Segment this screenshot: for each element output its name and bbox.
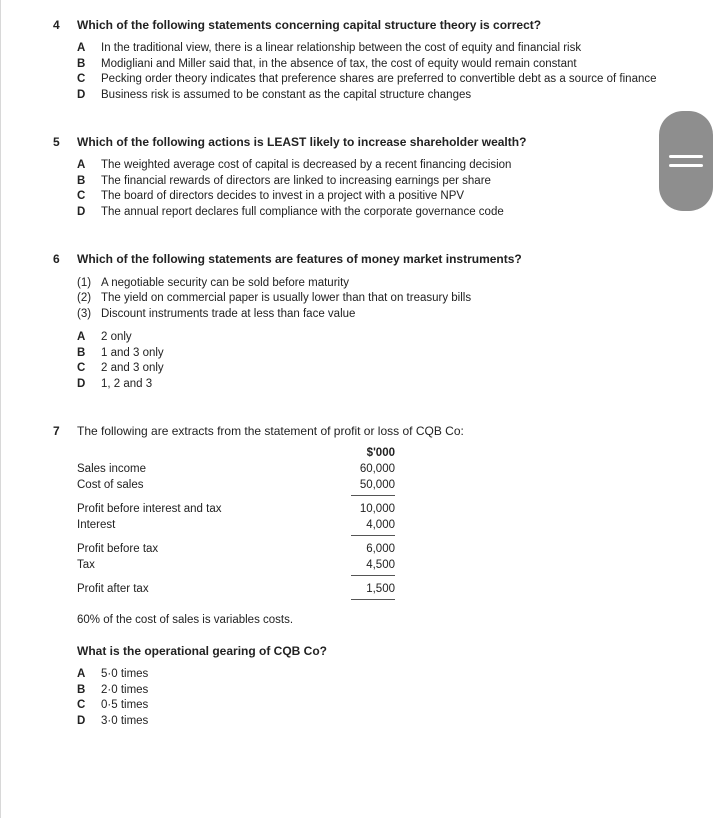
question-note: 60% of the cost of sales is variables costs. bbox=[77, 614, 294, 626]
option-text: 2 and 3 only bbox=[101, 362, 164, 374]
option-letter: B bbox=[77, 58, 86, 70]
option-letter: A bbox=[77, 331, 86, 343]
option-letter: D bbox=[77, 378, 86, 390]
option-letter: B bbox=[77, 684, 86, 696]
question-number: 4 bbox=[53, 18, 60, 32]
question-intro: The following are extracts from the statement of profit or loss of CQB Co: bbox=[77, 424, 464, 438]
table-row-value: 50,000 bbox=[359, 479, 395, 491]
option-c[interactable] bbox=[77, 697, 148, 713]
statement-3 bbox=[77, 306, 355, 322]
option-text: 1 and 3 only bbox=[101, 347, 164, 359]
table-row-value: 60,000 bbox=[359, 463, 395, 475]
option-b[interactable] bbox=[77, 56, 577, 72]
option-text: 5·0 times bbox=[101, 668, 149, 680]
option-a[interactable] bbox=[77, 666, 148, 682]
option-letter: C bbox=[77, 190, 86, 202]
option-text: In the traditional view, there is a linear relationship between the cost of equity and financial risk bbox=[101, 42, 582, 54]
table-header: $'000 bbox=[366, 447, 395, 459]
option-letter: C bbox=[77, 362, 86, 374]
option-b[interactable] bbox=[77, 173, 491, 189]
option-letter: A bbox=[77, 159, 86, 171]
option-text: 1, 2 and 3 bbox=[101, 378, 153, 390]
statement-number: (1) bbox=[77, 277, 92, 289]
option-d[interactable] bbox=[77, 713, 148, 729]
statement-text: Discount instruments trade at less than face value bbox=[101, 308, 356, 320]
table-row-value: 1,500 bbox=[366, 583, 395, 595]
table-value-column bbox=[351, 445, 395, 615]
option-text: The financial rewards of directors are linked to increasing earnings per share bbox=[101, 175, 491, 187]
option-text: 2·0 times bbox=[101, 684, 149, 696]
statement-text: A negotiable security can be sold before maturity bbox=[101, 277, 350, 289]
table-row-value: 4,500 bbox=[366, 559, 395, 571]
question-text: What is the operational gearing of CQB Co? bbox=[77, 644, 328, 658]
option-text: Business risk is assumed to be constant as the capital structure changes bbox=[101, 89, 472, 101]
option-letter: A bbox=[77, 42, 86, 54]
table-row-value: 4,000 bbox=[366, 519, 395, 531]
statement-text: The yield on commercial paper is usually lower than that on treasury bills bbox=[101, 292, 472, 304]
option-text: 3·0 times bbox=[101, 715, 149, 727]
question-number: 5 bbox=[53, 135, 60, 149]
option-text: Modigliani and Miller said that, in the absence of tax, the cost of equity would remain constant bbox=[101, 58, 577, 70]
option-a[interactable] bbox=[77, 329, 132, 345]
table-row-label: Profit after tax bbox=[77, 583, 149, 595]
option-text: The board of directors decides to invest in a project with a positive NPV bbox=[101, 190, 465, 202]
option-c[interactable] bbox=[77, 71, 657, 87]
option-d[interactable] bbox=[77, 376, 152, 392]
table-row-value: 10,000 bbox=[359, 503, 395, 515]
question-text: Which of the following statements concerning capital structure theory is correct? bbox=[77, 18, 542, 32]
option-b[interactable] bbox=[77, 345, 164, 361]
statement-number: (3) bbox=[77, 308, 92, 320]
total-rule bbox=[351, 599, 395, 600]
table-row-label: Interest bbox=[77, 519, 116, 531]
page-edge bbox=[0, 0, 1, 818]
subtotal-rule bbox=[351, 575, 395, 576]
option-text: The weighted average cost of capital is decreased by a recent financing decision bbox=[101, 159, 512, 171]
option-d[interactable] bbox=[77, 204, 504, 220]
option-a[interactable] bbox=[77, 157, 511, 173]
table-row-label: Cost of sales bbox=[77, 479, 144, 491]
option-letter: D bbox=[77, 715, 86, 727]
scroll-handle[interactable] bbox=[659, 111, 713, 211]
option-text: 0·5 times bbox=[101, 699, 149, 711]
table-row-label: Sales income bbox=[77, 463, 147, 475]
question-text: Which of the following statements are features of money market instruments? bbox=[77, 252, 522, 266]
table-row-label: Tax bbox=[77, 559, 95, 571]
option-d[interactable] bbox=[77, 87, 471, 103]
table-row-label: Profit before interest and tax bbox=[77, 503, 222, 515]
option-letter: D bbox=[77, 206, 86, 218]
statement-1 bbox=[77, 275, 349, 291]
option-b[interactable] bbox=[77, 682, 148, 698]
option-text: 2 only bbox=[101, 331, 132, 343]
question-number: 6 bbox=[53, 252, 60, 266]
option-letter: C bbox=[77, 73, 86, 85]
option-c[interactable] bbox=[77, 188, 464, 204]
statement-2 bbox=[77, 290, 471, 306]
option-text: The annual report declares full compliance with the corporate governance code bbox=[101, 206, 504, 218]
table-row-value: 6,000 bbox=[366, 543, 395, 555]
statement-number: (2) bbox=[77, 292, 92, 304]
option-letter: C bbox=[77, 699, 86, 711]
table-row-label: Profit before tax bbox=[77, 543, 159, 555]
option-text: Pecking order theory indicates that preference shares are preferred to convertible debt as a source of finance bbox=[101, 73, 657, 85]
question-number: 7 bbox=[53, 424, 60, 438]
option-letter: A bbox=[77, 668, 86, 680]
subtotal-rule bbox=[351, 535, 395, 536]
option-letter: D bbox=[77, 89, 86, 101]
question-text: Which of the following actions is LEAST likely to increase shareholder wealth? bbox=[77, 135, 527, 149]
subtotal-rule bbox=[351, 495, 395, 496]
option-letter: B bbox=[77, 175, 86, 187]
option-a[interactable] bbox=[77, 40, 581, 56]
option-c[interactable] bbox=[77, 360, 164, 376]
option-letter: B bbox=[77, 347, 86, 359]
